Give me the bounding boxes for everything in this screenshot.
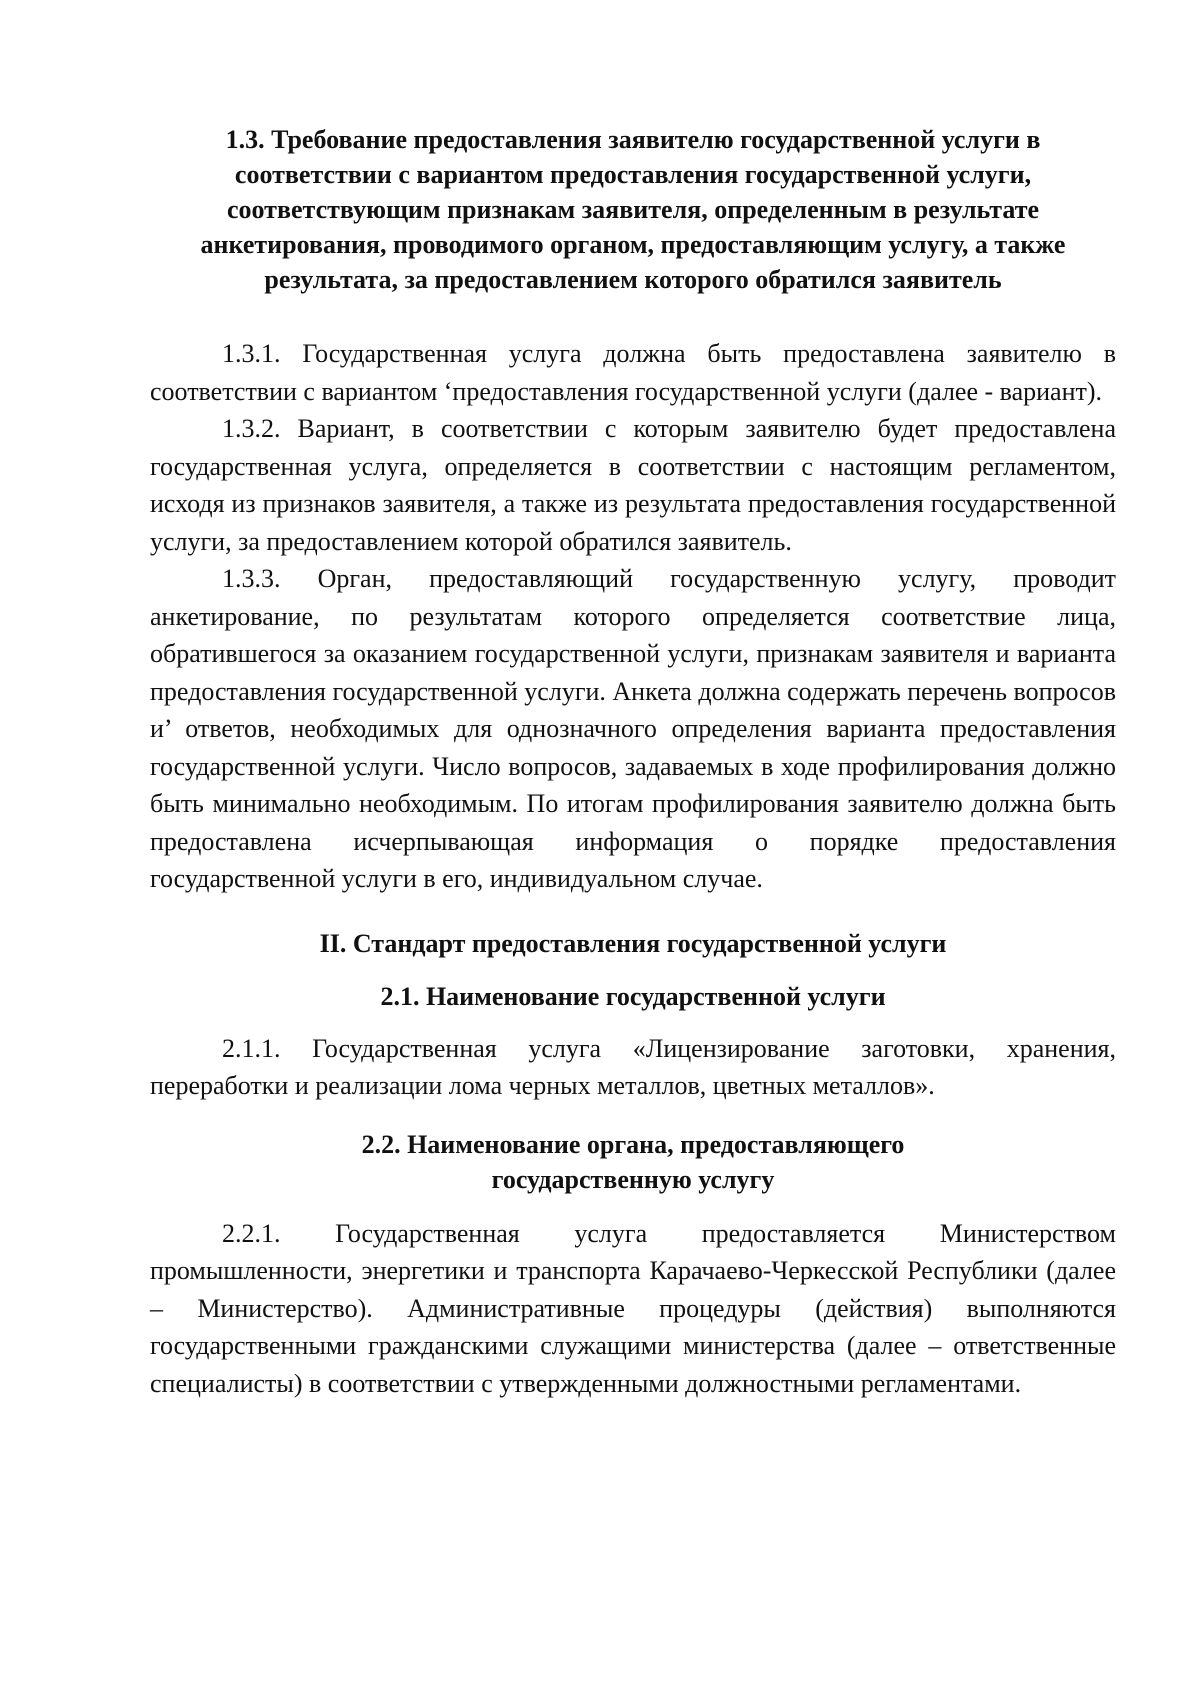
section-heading-2-2-line-1: 2.2. Наименование органа, предоставляющего — [361, 1129, 905, 1159]
paragraph-2-1-1: 2.1.1. Государственная услуга «Лицензирование заготовки, хранения, переработки и реализации лома черных металлов, цветных металлов». — [150, 1033, 1116, 1100]
section-heading-1-3: 1.3. Требование предоставления заявителю государственной услуги в соответствии с вариантом предоставления государственной услуги, соответствующим признакам заявителя, определенным в результате анкетирования, проводимого органом, предоставляющим услугу, а также результата, за предоставлением которого обратился заявитель — [200, 125, 1066, 294]
paragraph-1-3-1: 1.3.1. Государственная услуга должна быть предоставлена заявителю в соответствии с вариантом ‘предоставления государственной услуги (далее - вариант). — [150, 339, 1116, 406]
section-heading-2-1: 2.1. Наименование государственной услуги — [380, 981, 886, 1011]
section-heading-II: II. Стандарт предоставления государственной услуги — [319, 928, 947, 958]
section-heading-2-2-line-2: государственную услугу — [491, 1164, 775, 1194]
section-heading-2-2 — [150, 1127, 1116, 1197]
document-body — [150, 122, 1116, 1402]
paragraph-1-3-3: 1.3.3. Орган, предоставляющий государственную услугу, проводит анкетирование, по результатам которого определяется соответствие лица, обратившегося за оказанием государственной услуги, признакам заявителя и варианта предоставления государственной услуги. Анкета должна содержать перечень вопросов и’ ответов, необходимых для однозначного определения варианта предоставления государственной услуги. Число вопросов, задаваемых в ходе профилирования должно быть минимально необходимым. По итогам профилирования заявителю должна быть предоставлена исчерпывающая информация о порядке предоставления государственной услуги в его, индивидуальном случае. — [150, 564, 1116, 893]
paragraph-2-2-1: 2.2.1. Государственная услуга предоставляется Министерством промышленности, энергетики и транспорта Карачаево-Черкесской Республики (далее – Министерство). Административные процедуры (действия) выполняются государственными гражданскими служащими министерства (далее – ответственные специалисты) в соответствии с утвержденными должностными регламентами. — [150, 1218, 1116, 1398]
paragraph-1-3-2: 1.3.2. Вариант, в соответствии с которым заявителю будет предоставлена государственная услуга, определяется в соответствии с настоящим регламентом, исходя из признаков заявителя, а также из результата предоставления государственной услуги, за предоставлением которой обратился заявитель. — [150, 414, 1116, 556]
